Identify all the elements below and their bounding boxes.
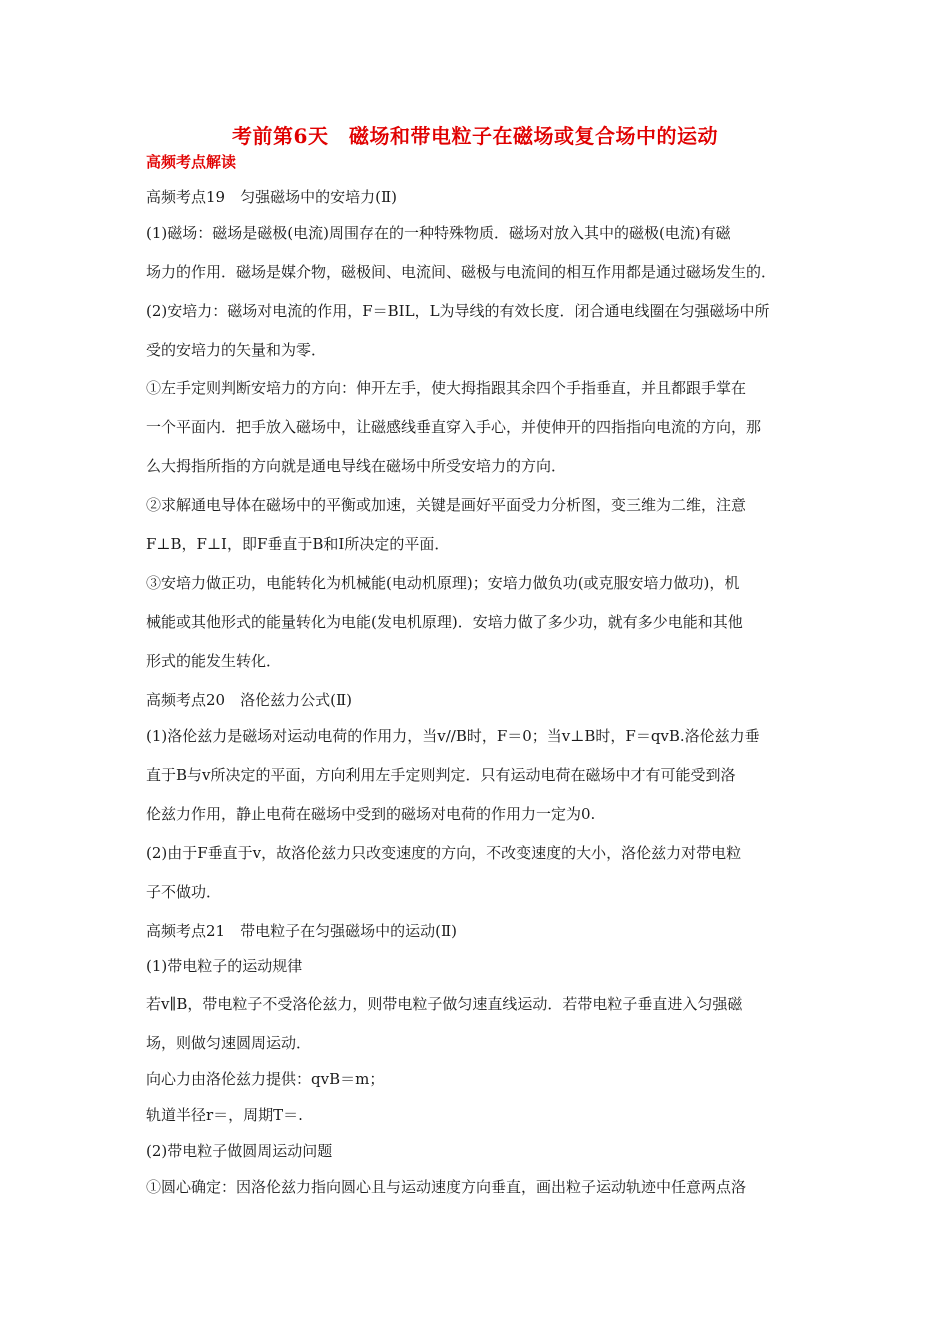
text-line: ③安培力做正功，电能转化为机械能(电动机原理)；安培力做负功(或克服安培力做功)，机 <box>146 574 740 592</box>
text-line: 高频考点21 带电粒子在匀强磁场中的运动(Ⅱ) <box>146 922 457 940</box>
text-line: (1)磁场：磁场是磁极(电流)周围存在的一种特殊物质．磁场对放入其中的磁极(电流)有磁 <box>146 224 731 242</box>
text-line: ①左手定则判断安培力的方向：伸开左手，使大拇指跟其余四个手指垂直，并且都跟手掌在 <box>146 379 747 397</box>
section-heading: 高频考点解读 <box>146 153 237 171</box>
text-line: ①圆心确定：因洛伦兹力指向圆心且与运动速度方向垂直，画出粒子运动轨迹中任意两点洛 <box>146 1178 747 1196</box>
text-line: 直于B与v所决定的平面，方向利用左手定则判定．只有运动电荷在磁场中才有可能受到洛 <box>146 766 736 784</box>
text-line: ②求解通电导体在磁场中的平衡或加速，关键是画好平面受力分析图，变三维为二维，注意 <box>146 496 747 514</box>
text-line: 子不做功． <box>146 883 222 901</box>
page-title: 考前第6天 磁场和带电粒子在磁场或复合场中的运动 <box>232 124 718 148</box>
text-line: 受的安培力的矢量和为零． <box>146 341 327 359</box>
text-line: F⊥B，F⊥I，即F垂直于B和I所决定的平面． <box>146 535 450 553</box>
text-line: (2)安培力：磁场对电流的作用，F＝BIL，L为导线的有效长度．闭合通电线圈在匀强磁场中所 <box>146 302 770 320</box>
text-line: 轨道半径r＝，周期T＝. <box>146 1106 303 1124</box>
text-line: 一个平面内．把手放入磁场中，让磁感线垂直穿入手心，并使伸开的四指指向电流的方向，那 <box>146 418 762 436</box>
text-line: 场，则做匀速圆周运动． <box>146 1034 312 1052</box>
text-line: 高频考点19 匀强磁场中的安培力(Ⅱ) <box>146 188 397 206</box>
text-line: 场力的作用．磁场是媒介物，磁极间、电流间、磁极与电流间的相互作用都是通过磁场发生的． <box>146 263 777 281</box>
text-line: 伦兹力作用，静止电荷在磁场中受到的磁场对电荷的作用力一定为0. <box>146 805 596 823</box>
text-line: (1)洛伦兹力是磁场对运动电荷的作用力，当v//B时，F＝0；当v⊥B时，F＝qvB.洛伦兹力垂 <box>146 727 760 745</box>
text-line: 么大拇指所指的方向就是通电导线在磁场中所受安培力的方向． <box>146 457 567 475</box>
text-line: 若v∥B，带电粒子不受洛伦兹力，则带电粒子做匀速直线运动．若带电粒子垂直进入匀强磁 <box>146 995 743 1013</box>
text-line: (2)由于F垂直于v，故洛伦兹力只改变速度的方向，不改变速度的大小，洛伦兹力对带电粒 <box>146 844 742 862</box>
text-line: 形式的能发生转化． <box>146 652 282 670</box>
text-line: 械能或其他形式的能量转化为电能(发电机原理)．安培力做了多少功，就有多少电能和其他 <box>146 613 743 631</box>
text-line: (1)带电粒子的运动规律 <box>146 957 303 975</box>
text-line: 向心力由洛伦兹力提供：qvB＝m； <box>146 1070 385 1088</box>
text-line: 高频考点20 洛伦兹力公式(Ⅱ) <box>146 691 352 709</box>
text-line: (2)带电粒子做圆周运动问题 <box>146 1142 333 1160</box>
